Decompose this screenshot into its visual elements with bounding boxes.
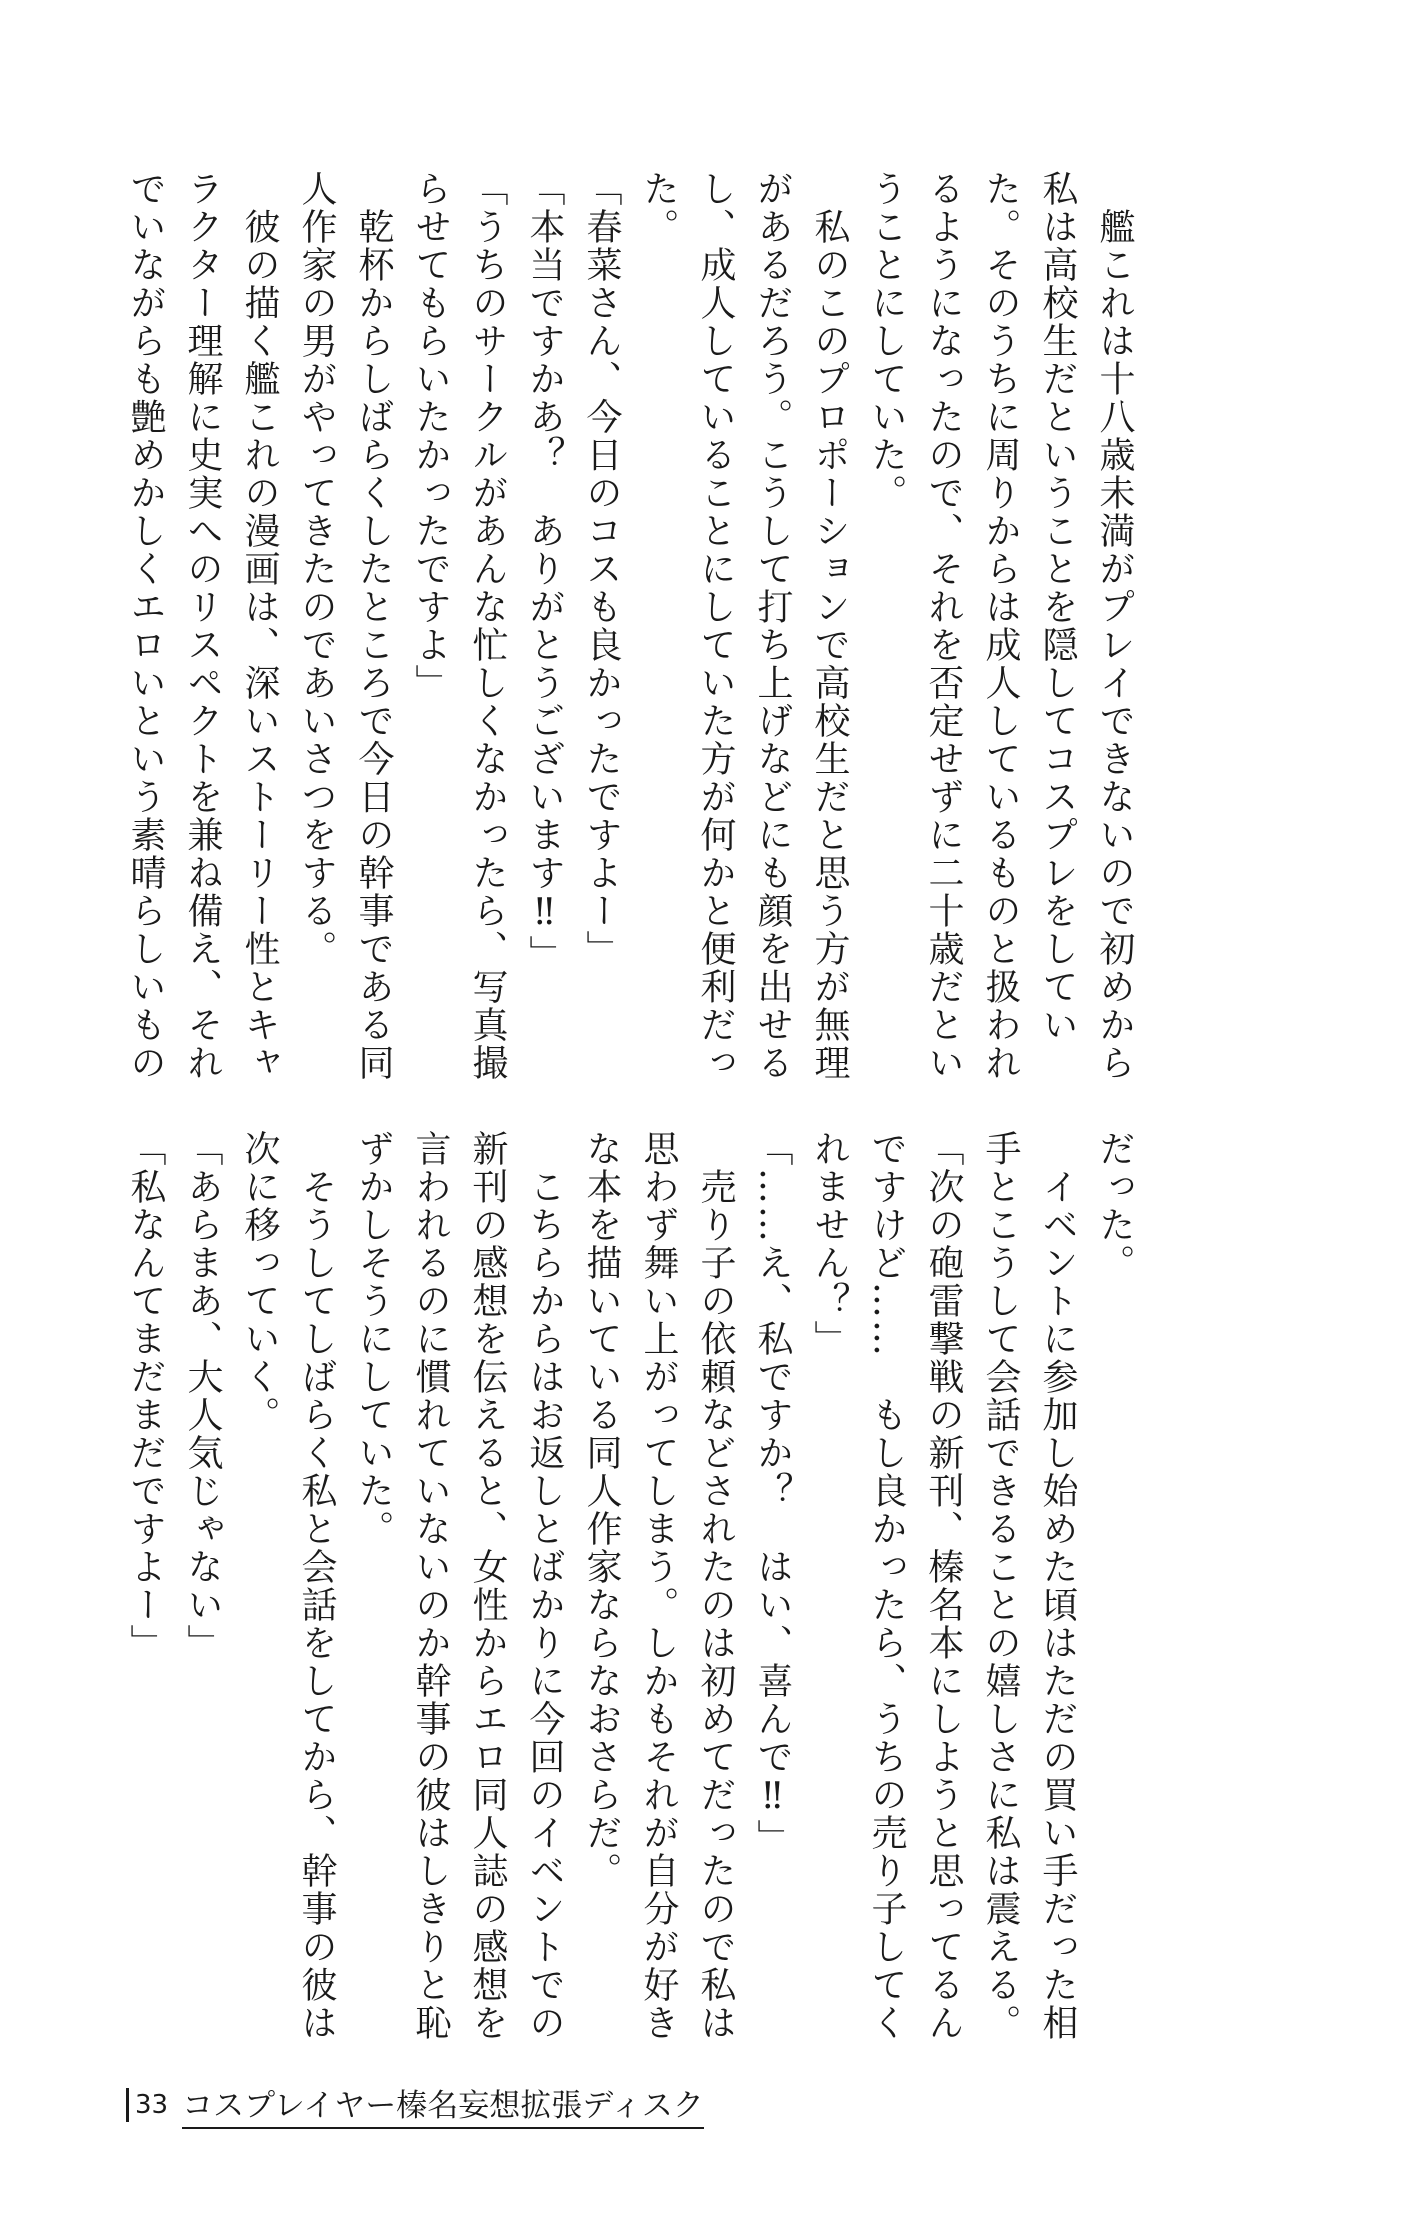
text-block-upper [125,170,1143,1082]
text-line: 次に移っていく。 [239,1130,280,1434]
text-line: な本を描いている同人作家ならなおさらだ。 [581,1130,622,1890]
text-line: イベントに参加し始めた頃はただの買い手だった相 [1037,1130,1078,2042]
text-line: 彼の描く艦これの漫画は、深いストーリー性とキャ [239,170,280,1082]
text-line: があるだろう。こうして打ち上げなどにも顔を出せる [752,170,793,1082]
text-line: ずかしそうにしていた。 [353,1130,394,1548]
text-line: た。 [638,170,679,246]
text-line: れません？」 [809,1130,850,1358]
text-line: るようになったので、それを否定せずに二十歳だとい [923,170,964,1082]
footer-divider [126,2088,129,2122]
text-block-lower [125,1130,1143,2042]
text-line: 手とこうして会話できることの嬉しさに私は震える。 [980,1130,1021,2042]
text-line: し、成人していることにしていた方が何かと便利だっ [695,170,736,1082]
text-line: だった。 [1094,1130,1135,1282]
text-line: 私のこのプロポーションで高校生だと思う方が無理 [809,170,850,1082]
text-line: らせてもらいたかったですよ」 [410,170,451,702]
text-line: 「私なんてまだまだですよー」 [125,1130,166,1662]
text-line: ラクター理解に史実へのリスペクトを兼ね備え、それ [182,170,223,1082]
text-line: 艦これは十八歳未満がプレイできないので初めから [1094,170,1135,1082]
text-line: 思わず舞い上がってしまう。しかもそれが自分が好き [638,1130,679,2042]
text-line: そうしてしばらく私と会話をしてから、幹事の彼は [296,1130,337,2042]
text-line: た。そのうちに周りからは成人しているものと扱われ [980,170,1021,1082]
text-line: 乾杯からしばらくしたところで今日の幹事である同 [353,170,394,1082]
text-line: 「……え、私ですか？ はい、喜んで‼」 [752,1130,793,1857]
text-line: 新刊の感想を伝えると、女性からエロ同人誌の感想を [467,1130,508,2042]
text-line: うことにしていた。 [866,170,907,512]
text-line: でいながらも艶めかしくエロいという素晴らしいもの [125,170,166,1082]
text-line: ですけど…… もし良かったら、うちの売り子してく [866,1130,907,2042]
text-line: こちらからはお返しとばかりに今回のイベントでの [524,1130,565,2042]
text-line: 「春菜さん、今日のコスも良かったですよー」 [581,170,622,968]
text-line: 「次の砲雷撃戦の新刊、榛名本にしようと思ってるん [923,1130,964,2042]
text-line: 言われるのに慣れていないのか幹事の彼はしきりと恥 [410,1130,451,2042]
text-line: 人作家の男がやってきたのであいさつをする。 [296,170,337,968]
page-number: 33 [135,2089,169,2120]
text-line: 「あらまあ、大人気じゃない」 [182,1130,223,1662]
text-line: 私は高校生だということを隠してコスプレをしてい [1037,170,1078,1044]
text-line: 「うちのサークルがあんな忙しくなかったら、写真撮 [467,170,508,1082]
text-line: 「本当ですかあ？ ありがとうございます‼」 [524,170,565,973]
text-line: 売り子の依頼などされたのは初めてだったので私は [695,1130,736,2042]
book-title: コスプレイヤー榛名妄想拡張ディスク [182,2080,704,2129]
page-footer [126,2080,704,2129]
